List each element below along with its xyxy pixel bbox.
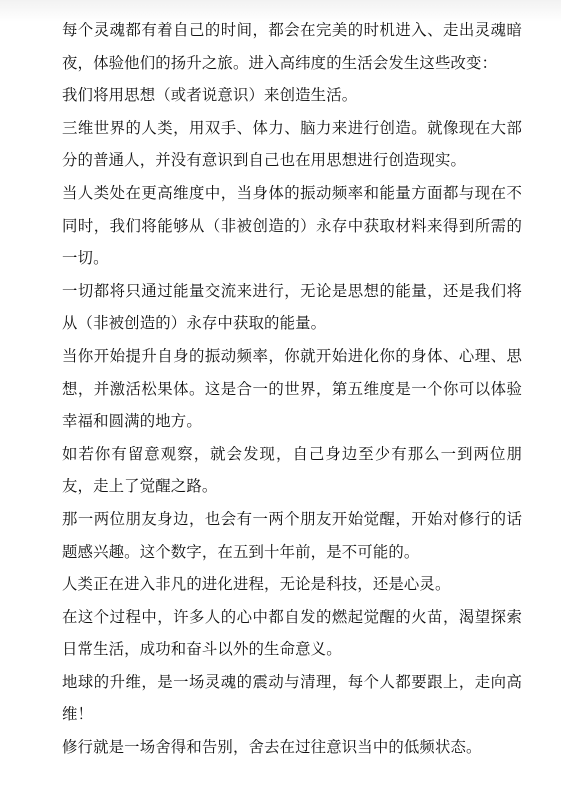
- paragraph: 每个灵魂都有着自己的时间，都会在完美的时机进入、走出灵魂暗夜，体验他们的扬升之旅。进入高纬度的生活会发生这些改变：: [62, 21, 522, 72]
- paragraph: 一切都将只通过能量交流来进行，无论是思想的能量，还是我们将从（非被创造的）永存中获取的能量。: [62, 281, 522, 333]
- paragraph: 当你开始提升自身的振动频率，你就开始进化你的身体、心理、思想，并激活松果体。这是合一的世界，第五维度是一个你可以体验幸福和圆满的地方。: [62, 346, 522, 431]
- document-body: [62, 14, 522, 764]
- paragraph: 修行就是一场舍得和告别，舍去在过往意识当中的低频状态。: [62, 738, 482, 757]
- paragraph: 如若你有留意观察，就会发现，自己身边至少有那么一到两位朋友，走上了觉醒之路。: [62, 444, 522, 496]
- paragraph: 那一两位朋友身边，也会有一两个朋友开始觉醒，开始对修行的话题感兴趣。这个数字，在五到十年前，是不可能的。: [62, 509, 522, 561]
- paragraph: 人类正在进入非凡的进化进程，无论是科技，还是心灵。: [62, 575, 451, 594]
- paragraph: 我们将用思想（或者说意识）来创造生活。: [62, 86, 358, 105]
- paragraph: 三维世界的人类，用双手、体力、脑力来进行创造。就像现在大部分的普通人，并没有意识到自己也在用思想进行创造现实。: [62, 118, 522, 170]
- paragraph: 当人类处在更高维度中，当身体的振动频率和能量方面都与现在不同时，我们将能够从（非被创造的）永存中获取材料来得到所需的一切。: [62, 183, 522, 268]
- paragraph: 在这个过程中，许多人的心中都自发的燃起觉醒的火苗，渴望探索日常生活，成功和奋斗以外的生命意义。: [62, 607, 522, 659]
- paragraph: 地球的升维，是一场灵魂的震动与清理，每个人都要跟上，走向高维！: [62, 672, 522, 724]
